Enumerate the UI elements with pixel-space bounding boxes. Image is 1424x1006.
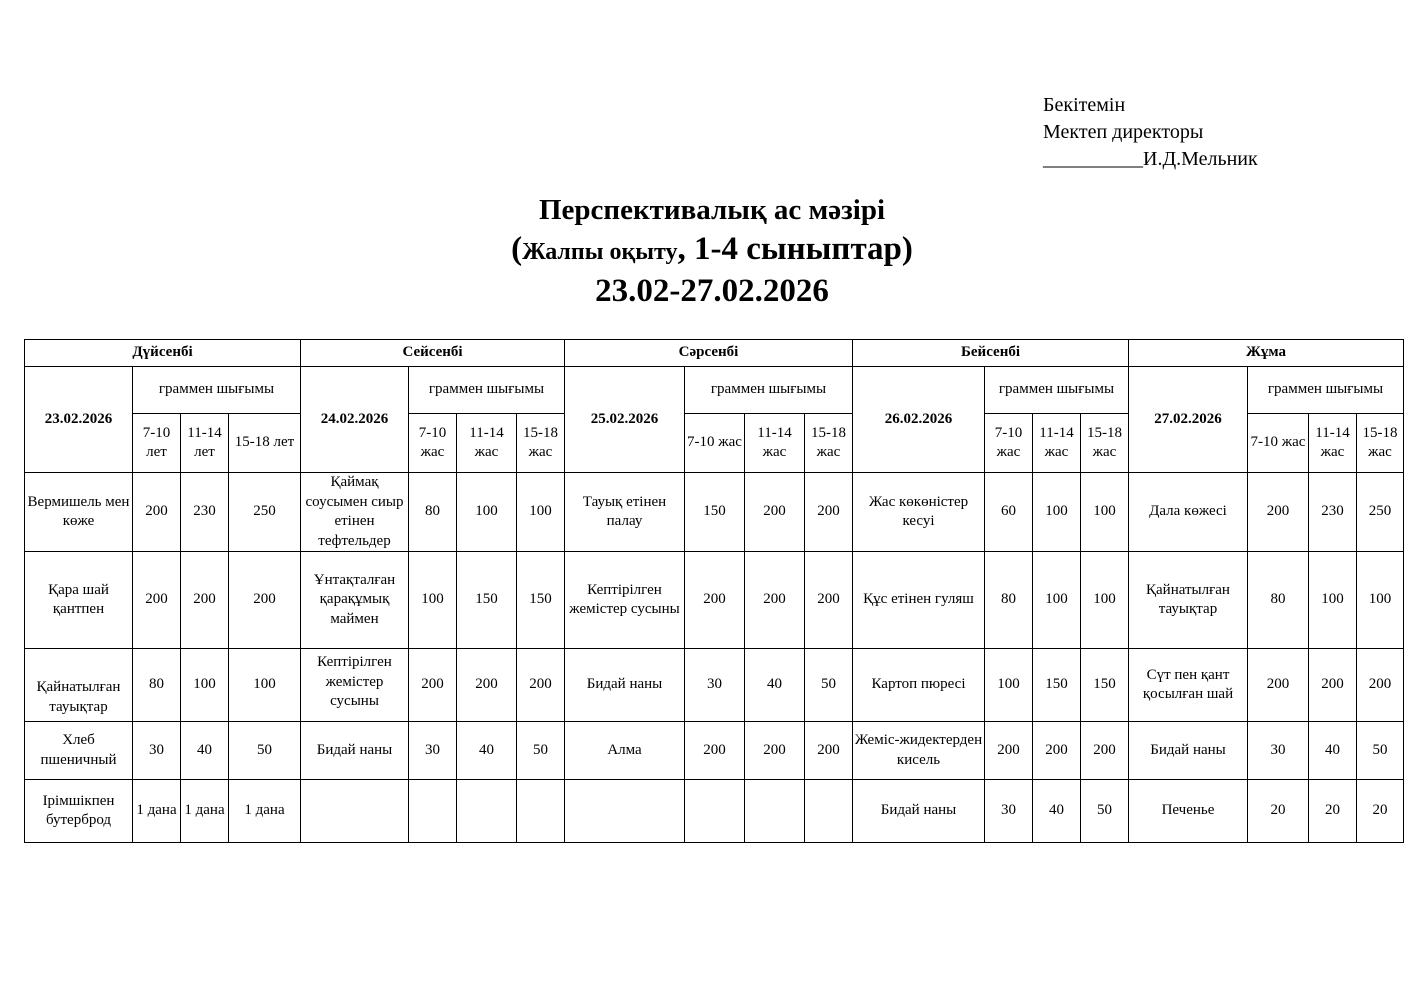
dish-name: Ірімшікпен бутерброд bbox=[25, 780, 133, 843]
age-7-10: 7-10 жас bbox=[1248, 414, 1309, 473]
gram-label: граммен шығымы bbox=[685, 367, 853, 414]
document-subtitle bbox=[0, 231, 1424, 268]
dish-name: Кептірілген жемістер сусыны bbox=[301, 649, 409, 722]
portion-value: 100 bbox=[229, 649, 301, 722]
day-monday: Дүйсенбі bbox=[25, 340, 301, 367]
empty-cell bbox=[409, 780, 457, 843]
portion-value: 30 bbox=[409, 722, 457, 780]
gram-label: граммен шығымы bbox=[985, 367, 1129, 414]
portion-value: 100 bbox=[1033, 552, 1081, 649]
date-tuesday: 24.02.2026 bbox=[301, 367, 409, 473]
portion-value: 100 bbox=[409, 552, 457, 649]
portion-value: 200 bbox=[229, 552, 301, 649]
portion-value: 200 bbox=[805, 473, 853, 552]
portion-value: 200 bbox=[1309, 649, 1357, 722]
age-7-10: 7-10 лет bbox=[133, 414, 181, 473]
portion-value: 200 bbox=[517, 649, 565, 722]
age-11-14: 11-14 жас bbox=[1309, 414, 1357, 473]
age-7-10: 7-10 жас bbox=[985, 414, 1033, 473]
portion-value: 200 bbox=[685, 722, 745, 780]
dish-name: Бидай наны bbox=[1129, 722, 1248, 780]
portion-value: 200 bbox=[1357, 649, 1404, 722]
portion-value: 1 дана bbox=[133, 780, 181, 843]
age-11-14: 11-14 жас bbox=[457, 414, 517, 473]
portion-value: 20 bbox=[1357, 780, 1404, 843]
portion-value: 40 bbox=[1309, 722, 1357, 780]
portion-value: 200 bbox=[1033, 722, 1081, 780]
dish-name: Сүт пен қант қосылған шай bbox=[1129, 649, 1248, 722]
portion-value: 250 bbox=[1357, 473, 1404, 552]
portion-value: 150 bbox=[1033, 649, 1081, 722]
dish-name: Қаймақ соусымен сиыр етінен тефтельдер bbox=[301, 473, 409, 552]
table-row bbox=[25, 780, 1404, 843]
portion-value: 80 bbox=[1248, 552, 1309, 649]
table-row bbox=[25, 722, 1404, 780]
subtitle-open-paren: ( bbox=[511, 231, 523, 267]
empty-cell bbox=[301, 780, 409, 843]
portion-value: 40 bbox=[1033, 780, 1081, 843]
date-thursday: 26.02.2026 bbox=[853, 367, 985, 473]
portion-value: 50 bbox=[1357, 722, 1404, 780]
age-11-14: 11-14 жас bbox=[745, 414, 805, 473]
approval-position: Мектеп директоры bbox=[1043, 121, 1204, 143]
dish-name: Вермишель мен көже bbox=[25, 473, 133, 552]
dish-name: Дала көжесі bbox=[1129, 473, 1248, 552]
dish-name: Ұнтақталған қарақұмық маймен bbox=[301, 552, 409, 649]
portion-value: 40 bbox=[457, 722, 517, 780]
portion-value: 250 bbox=[229, 473, 301, 552]
portion-value: 200 bbox=[745, 473, 805, 552]
day-wednesday: Сәрсенбі bbox=[565, 340, 853, 367]
portion-value: 200 bbox=[133, 552, 181, 649]
portion-value: 100 bbox=[457, 473, 517, 552]
portion-value: 200 bbox=[805, 722, 853, 780]
portion-value: 200 bbox=[1081, 722, 1129, 780]
portion-value: 30 bbox=[985, 780, 1033, 843]
dish-name: Қайнатылған тауықтар bbox=[25, 649, 133, 722]
empty-cell bbox=[565, 780, 685, 843]
portion-value: 30 bbox=[133, 722, 181, 780]
portion-value: 230 bbox=[181, 473, 229, 552]
day-header-row bbox=[25, 340, 1404, 367]
age-15-18: 15-18 лет bbox=[229, 414, 301, 473]
portion-value: 100 bbox=[1081, 552, 1129, 649]
portion-value: 150 bbox=[457, 552, 517, 649]
portion-value: 50 bbox=[229, 722, 301, 780]
portion-value: 100 bbox=[1357, 552, 1404, 649]
dish-name: Бидай наны bbox=[301, 722, 409, 780]
portion-value: 20 bbox=[1309, 780, 1357, 843]
portion-value: 230 bbox=[1309, 473, 1357, 552]
gram-label: граммен шығымы bbox=[409, 367, 565, 414]
portion-value: 30 bbox=[685, 649, 745, 722]
portion-value: 200 bbox=[745, 722, 805, 780]
age-7-10: 7-10 жас bbox=[409, 414, 457, 473]
portion-value: 80 bbox=[985, 552, 1033, 649]
dish-name: Қайнатылған тауықтар bbox=[1129, 552, 1248, 649]
menu-table bbox=[24, 339, 1404, 843]
portion-value: 200 bbox=[409, 649, 457, 722]
portion-value: 200 bbox=[181, 552, 229, 649]
portion-value: 100 bbox=[181, 649, 229, 722]
portion-value: 200 bbox=[457, 649, 517, 722]
dish-name: Кептірілген жемістер сусыны bbox=[565, 552, 685, 649]
portion-value: 100 bbox=[517, 473, 565, 552]
portion-value: 200 bbox=[1248, 473, 1309, 552]
dish-name: Бидай наны bbox=[565, 649, 685, 722]
date-wednesday: 25.02.2026 bbox=[565, 367, 685, 473]
portion-value: 40 bbox=[745, 649, 805, 722]
empty-cell bbox=[517, 780, 565, 843]
dish-name: Хлеб пшеничный bbox=[25, 722, 133, 780]
portion-value: 1 дана bbox=[181, 780, 229, 843]
portion-value: 80 bbox=[133, 649, 181, 722]
portion-value: 100 bbox=[1309, 552, 1357, 649]
document-title: Перспективалық ас мәзірі bbox=[538, 194, 886, 226]
portion-value: 50 bbox=[517, 722, 565, 780]
dish-name: Тауық етінен палау bbox=[565, 473, 685, 552]
portion-value: 40 bbox=[181, 722, 229, 780]
portion-value: 200 bbox=[745, 552, 805, 649]
dish-name: Қара шай қантпен bbox=[25, 552, 133, 649]
portion-value: 200 bbox=[685, 552, 745, 649]
portion-value: 50 bbox=[1081, 780, 1129, 843]
age-11-14: 11-14 лет bbox=[181, 414, 229, 473]
dish-name: Картоп пюресі bbox=[853, 649, 985, 722]
gram-label: граммен шығымы bbox=[1248, 367, 1404, 414]
subtitle-grades: , 1-4 сыныптар) bbox=[677, 231, 913, 267]
date-friday: 27.02.2026 bbox=[1129, 367, 1248, 473]
portion-value: 200 bbox=[1248, 649, 1309, 722]
age-15-18: 15-18 жас bbox=[517, 414, 565, 473]
table-row bbox=[25, 649, 1404, 722]
empty-cell bbox=[745, 780, 805, 843]
portion-value: 100 bbox=[985, 649, 1033, 722]
dish-name: Алма bbox=[565, 722, 685, 780]
portion-value: 150 bbox=[517, 552, 565, 649]
approval-block bbox=[1043, 92, 1258, 173]
dish-name: Жеміс-жидектерден кисель bbox=[853, 722, 985, 780]
portion-value: 200 bbox=[985, 722, 1033, 780]
portion-value: 80 bbox=[409, 473, 457, 552]
portion-value: 60 bbox=[985, 473, 1033, 552]
day-tuesday: Сейсенбі bbox=[301, 340, 565, 367]
dish-name: Бидай наны bbox=[853, 780, 985, 843]
day-friday: Жұма bbox=[1129, 340, 1404, 367]
portion-value: 100 bbox=[1081, 473, 1129, 552]
table-row bbox=[25, 552, 1404, 649]
age-11-14: 11-14 жас bbox=[1033, 414, 1081, 473]
empty-cell bbox=[685, 780, 745, 843]
gram-label: граммен шығымы bbox=[133, 367, 301, 414]
subtitle-education-type: Жалпы оқыту bbox=[522, 239, 678, 265]
portion-value: 150 bbox=[685, 473, 745, 552]
portion-value: 20 bbox=[1248, 780, 1309, 843]
age-15-18: 15-18 жас bbox=[805, 414, 853, 473]
table-row bbox=[25, 473, 1404, 552]
day-thursday: Бейсенбі bbox=[853, 340, 1129, 367]
date-monday: 23.02.2026 bbox=[25, 367, 133, 473]
dish-name: Жас көкөністер кесуі bbox=[853, 473, 985, 552]
portion-value: 1 дана bbox=[229, 780, 301, 843]
document-date-range: 23.02-27.02.2026 bbox=[595, 273, 829, 309]
portion-value: 200 bbox=[133, 473, 181, 552]
portion-value: 200 bbox=[805, 552, 853, 649]
empty-cell bbox=[805, 780, 853, 843]
age-15-18: 15-18 жас bbox=[1357, 414, 1404, 473]
portion-value: 30 bbox=[1248, 722, 1309, 780]
age-15-18: 15-18 жас bbox=[1081, 414, 1129, 473]
approval-line: Бекітемін bbox=[1043, 94, 1126, 116]
empty-cell bbox=[457, 780, 517, 843]
portion-value: 150 bbox=[1081, 649, 1129, 722]
gram-header-row bbox=[25, 367, 1404, 414]
portion-value: 100 bbox=[1033, 473, 1081, 552]
portion-value: 50 bbox=[805, 649, 853, 722]
dish-name: Печенье bbox=[1129, 780, 1248, 843]
dish-name: Құс етінен гуляш bbox=[853, 552, 985, 649]
age-7-10: 7-10 жас bbox=[685, 414, 745, 473]
approval-signature: __________И.Д.Мельник bbox=[1043, 148, 1258, 170]
